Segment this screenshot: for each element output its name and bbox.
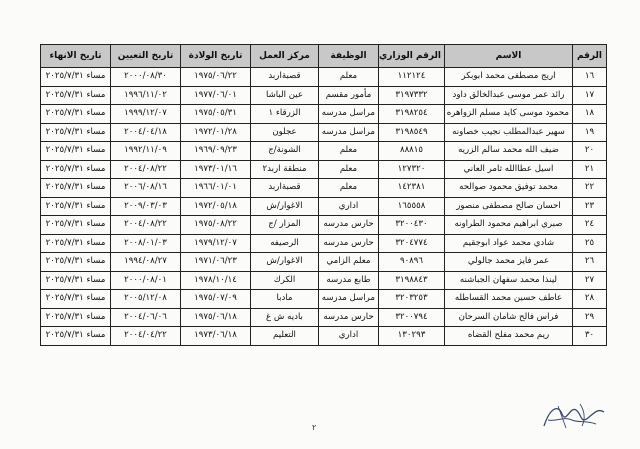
termination-date-cell: مساء ٢٠٢٥/٧/٣١ (41, 234, 111, 253)
work-center-cell: قصبةاربد (251, 68, 319, 87)
work-center-cell: عين الباشا (251, 86, 319, 105)
termination-date-cell: مساء ٢٠٢٥/٧/٣١ (41, 197, 111, 216)
appointment-date-cell: ٢٠٠٤/٠٤/١٨ (111, 123, 181, 142)
name-cell: محمد توفيق محمود صوالحه (445, 179, 573, 198)
birth-date-cell: ١٩٧٥/٠٦/٢٢ (181, 68, 251, 87)
job-title-cell: معلم (319, 68, 379, 87)
row-number-cell: ٢٤ (573, 216, 607, 235)
termination-date-cell: مساء ٢٠٢٥/٧/٣١ (41, 86, 111, 105)
birth-date-cell: ١٩٧٥/٠٦/١٨ (181, 308, 251, 327)
appointment-date-cell: ٢٠٠٤/٠٨/٢٢ (111, 160, 181, 179)
work-center-cell: الكرك (251, 271, 319, 290)
job-title-cell: اداري (319, 197, 379, 216)
name-cell: اريج مصطفى محمد ابوبكر (445, 68, 573, 87)
work-center-cell: الرصيفه (251, 234, 319, 253)
birth-date-cell: ١٩٧٥/٠٨/٢٢ (181, 216, 251, 235)
column-header: تاريخ الولادة (181, 45, 251, 68)
work-center-cell: الاغوار/ش (251, 253, 319, 272)
appointment-date-cell: ٢٠٠٨/٠١/٠٣ (111, 234, 181, 253)
page-number: ٢ (312, 423, 317, 432)
birth-date-cell: ١٩٧٣/٠٦/١٨ (181, 327, 251, 346)
appointment-date-cell: ٢٠٠٠/٠٨/٠١ (111, 271, 181, 290)
ministry-number-cell: ١٦٥٥٥٨ (379, 197, 445, 216)
column-header: الوظيفة (319, 45, 379, 68)
ministry-number-cell: ٣٢٠٣٢٥٣ (379, 290, 445, 309)
termination-date-cell: مساء ٢٠٢٥/٧/٣١ (41, 142, 111, 161)
appointment-date-cell: ٢٠٠٤/٠٦/٠٦ (111, 308, 181, 327)
column-header: تاريخ التعيين (111, 45, 181, 68)
column-header: الاسم (445, 45, 573, 68)
ministry-number-cell: ٣١٩٨٨٤٣ (379, 271, 445, 290)
appointment-date-cell: ٢٠٠٤/٠٤/٢٢ (111, 327, 181, 346)
termination-date-cell: مساء ٢٠٢٥/٧/٣١ (41, 68, 111, 87)
termination-date-cell: مساء ٢٠٢٥/٧/٣١ (41, 160, 111, 179)
work-center-cell: مادبا (251, 290, 319, 309)
birth-date-cell: ١٩٧٢/٠١/٢٨ (181, 123, 251, 142)
termination-date-cell: مساء ٢٠٢٥/٧/٣١ (41, 123, 111, 142)
work-center-cell: المزار /ج (251, 216, 319, 235)
row-number-cell: ٢٨ (573, 290, 607, 309)
name-cell: شادي محمد عواد ابوجقيم (445, 234, 573, 253)
table-row (41, 160, 607, 179)
termination-date-cell: مساء ٢٠٢٥/٧/٣١ (41, 271, 111, 290)
work-center-cell: عجلون (251, 123, 319, 142)
name-cell: صبري ابراهيم محمود الطراونه (445, 216, 573, 235)
name-cell: محمود موسى كايد مسلم الزواهره (445, 105, 573, 124)
birth-date-cell: ١٩٧٨/١٠/١٤ (181, 271, 251, 290)
work-center-cell: الشونة/ج (251, 142, 319, 161)
table-row (41, 68, 607, 87)
birth-date-cell: ١٩٦٩/٠٩/٢٣ (181, 142, 251, 161)
birth-date-cell: ١٩٧٢/٠٥/١٨ (181, 197, 251, 216)
ministry-number-cell: ١٣٠٢٩٣ (379, 327, 445, 346)
birth-date-cell: ١٩٧٩/١٢/٠٧ (181, 234, 251, 253)
table-row (41, 327, 607, 346)
work-center-cell: قصبةاربد (251, 179, 319, 198)
table-header (41, 45, 607, 68)
work-center-cell: منطقة اربد٢ (251, 160, 319, 179)
row-number-cell: ٢٣ (573, 197, 607, 216)
retirement-table (40, 44, 607, 346)
row-number-cell: ٢٩ (573, 308, 607, 327)
job-title-cell: حارس مدرسه (319, 308, 379, 327)
birth-date-cell: ١٩٧٣/٠١/١٦ (181, 160, 251, 179)
row-number-cell: ٢٧ (573, 271, 607, 290)
birth-date-cell: ١٩٧١/٠٦/٢٣ (181, 253, 251, 272)
column-header: تاريخ الانهاء (41, 45, 111, 68)
birth-date-cell: ١٩٧٥/٠٧/٠٩ (181, 290, 251, 309)
termination-date-cell: مساء ٢٠٢٥/٧/٣١ (41, 253, 111, 272)
name-cell: سهير عبدالمطلب نجيب خصاونه (445, 123, 573, 142)
termination-date-cell: مساء ٢٠٢٥/٧/٣١ (41, 105, 111, 124)
work-center-cell: الاغوار/ش (251, 197, 319, 216)
table-row (41, 253, 607, 272)
ministry-number-cell: ٨٨٨١٥ (379, 142, 445, 161)
name-cell: لينذا محمد سفهان الجباشنه (445, 271, 573, 290)
appointment-date-cell: ٢٠٠٦/٠٨/١٦ (111, 179, 181, 198)
ministry-number-cell: ٣١٩٧٣٣٢ (379, 86, 445, 105)
column-header: مركز العمل (251, 45, 319, 68)
job-title-cell: مراسل مدرسه (319, 290, 379, 309)
work-center-cell: الزرقاء ١ (251, 105, 319, 124)
name-cell: رائد عمر موسى عبدالخالق داود (445, 86, 573, 105)
birth-date-cell: ١٩٦٦/٠١/٠١ (181, 179, 251, 198)
appointment-date-cell: ٢٠٠٩/٠٣/٠٣ (111, 197, 181, 216)
job-title-cell: حارس مدرسه (319, 216, 379, 235)
ministry-number-cell: ٣٢٠٠٧٩٤ (379, 308, 445, 327)
appointment-date-cell: ١٩٩٢/١١/٠٩ (111, 142, 181, 161)
table-row (41, 105, 607, 124)
name-cell: اسيل عطاالله ثامر العاني (445, 160, 573, 179)
birth-date-cell: ١٩٧٧/٠٦/٠١ (181, 86, 251, 105)
row-number-cell: ٢٢ (573, 179, 607, 198)
termination-date-cell: مساء ٢٠٢٥/٧/٣١ (41, 308, 111, 327)
appointment-date-cell: ٢٠٠٠/٠٨/٣٠ (111, 68, 181, 87)
name-cell: احسان صالح مصطفى منصور (445, 197, 573, 216)
table-body (41, 68, 607, 346)
ministry-number-cell: ١٢٧٣٢٠ (379, 160, 445, 179)
table-row (41, 197, 607, 216)
header-row (41, 45, 607, 68)
row-number-cell: ٢٥ (573, 234, 607, 253)
ministry-number-cell: ٩٠٨٩٦ (379, 253, 445, 272)
ministry-number-cell: ١٤٢٣٨١ (379, 179, 445, 198)
job-title-cell: معلم (319, 142, 379, 161)
table-row (41, 234, 607, 253)
row-number-cell: ١٨ (573, 105, 607, 124)
column-header: الرقم الوزاري (379, 45, 445, 68)
row-number-cell: ٢٠ (573, 142, 607, 161)
termination-date-cell: مساء ٢٠٢٥/٧/٣١ (41, 216, 111, 235)
job-title-cell: معلم الزامي (319, 253, 379, 272)
table-row (41, 216, 607, 235)
table-row (41, 142, 607, 161)
name-cell: فراس فالح شامان السرحان (445, 308, 573, 327)
name-cell: عاطف حسين محمد القساطله (445, 290, 573, 309)
job-title-cell: مأمور مقسم (319, 86, 379, 105)
job-title-cell: طابع مدرسه (319, 271, 379, 290)
birth-date-cell: ١٩٧٥/٠٥/٣١ (181, 105, 251, 124)
job-title-cell: مراسل مدرسه (319, 123, 379, 142)
job-title-cell: اداري (319, 327, 379, 346)
table-row (41, 86, 607, 105)
ministry-number-cell: ١١٢١٢٤ (379, 68, 445, 87)
ministry-number-cell: ٣٢٠٤٧٧٤ (379, 234, 445, 253)
work-center-cell: التعليم (251, 327, 319, 346)
appointment-date-cell: ١٩٩٩/١٢/٠٧ (111, 105, 181, 124)
job-title-cell: معلم (319, 179, 379, 198)
signature-mark (536, 396, 610, 436)
appointment-date-cell: ١٩٩٤/٠٨/٢٧ (111, 253, 181, 272)
job-title-cell: معلم (319, 160, 379, 179)
row-number-cell: ١٦ (573, 68, 607, 87)
job-title-cell: مراسل مدرسه (319, 105, 379, 124)
table-row (41, 179, 607, 198)
row-number-cell: ٣٠ (573, 327, 607, 346)
name-cell: ضيف الله محمد سالم الزريه (445, 142, 573, 161)
ministry-number-cell: ٣١٩٨٥٤٩ (379, 123, 445, 142)
work-center-cell: باديه ش غ (251, 308, 319, 327)
row-number-cell: ٢٦ (573, 253, 607, 272)
job-title-cell: حارس مدرسه (319, 234, 379, 253)
row-number-cell: ٢١ (573, 160, 607, 179)
column-header: الرقم (573, 45, 607, 68)
termination-date-cell: مساء ٢٠٢٥/٧/٣١ (41, 179, 111, 198)
row-number-cell: ١٩ (573, 123, 607, 142)
table-row (41, 123, 607, 142)
ministry-number-cell: ٣١٩٨٢٥٤ (379, 105, 445, 124)
row-number-cell: ١٧ (573, 86, 607, 105)
appointment-date-cell: ٢٠٠٥/١٢/٠٨ (111, 290, 181, 309)
name-cell: عمر فايز محمد جالولي (445, 253, 573, 272)
termination-date-cell: مساء ٢٠٢٥/٧/٣١ (41, 290, 111, 309)
appointment-date-cell: ١٩٩٦/١١/٠٢ (111, 86, 181, 105)
name-cell: ريم محمد مفلح القضاه (445, 327, 573, 346)
table-row (41, 290, 607, 309)
table-row (41, 308, 607, 327)
appointment-date-cell: ٢٠٠٤/٠٨/٢٢ (111, 216, 181, 235)
termination-date-cell: مساء ٢٠٢٥/٧/٣١ (41, 327, 111, 346)
table-row (41, 271, 607, 290)
ministry-number-cell: ٣٢٠٠٤٣٠ (379, 216, 445, 235)
